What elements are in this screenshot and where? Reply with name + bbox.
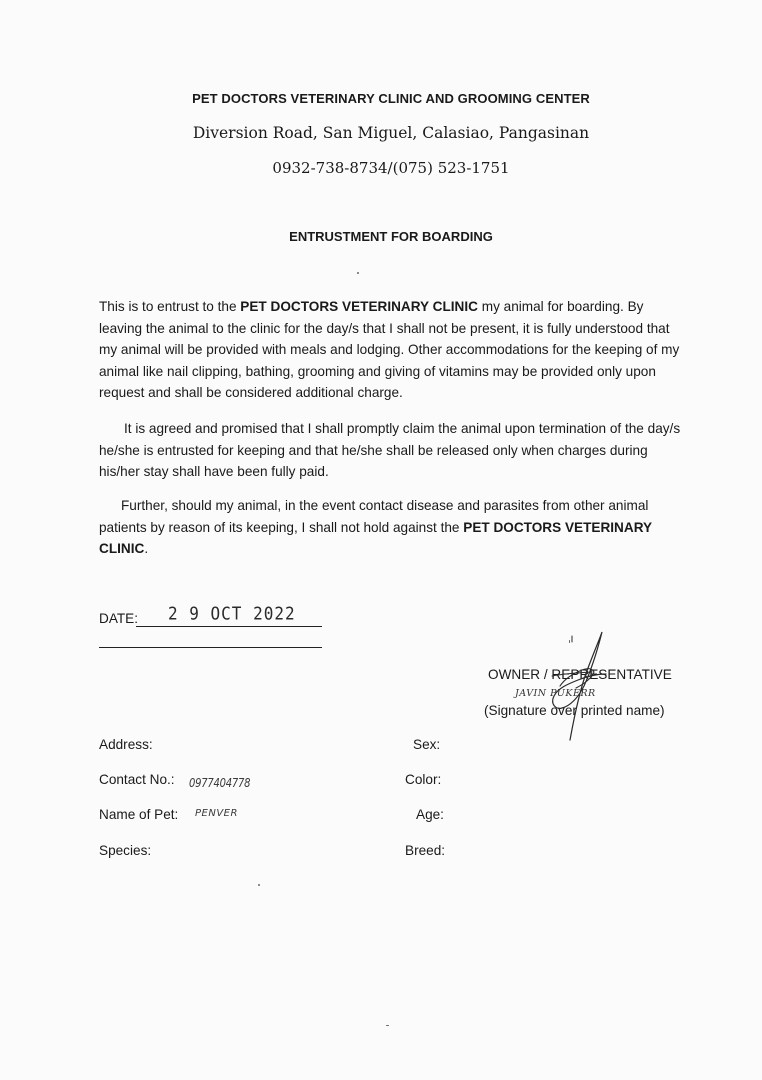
address-label: Address: — [99, 737, 153, 752]
blank-signature-line — [99, 647, 322, 648]
clinic-name: PET DOCTORS VETERINARY CLINIC AND GROOMING CENTER — [192, 91, 590, 106]
signature-caption: (Signature over printed name) — [484, 703, 665, 718]
handwritten-signature — [522, 628, 612, 743]
breed-label: Breed: — [405, 843, 446, 858]
age-label: Age: — [416, 807, 444, 822]
scan-speck — [258, 884, 260, 886]
pet-name-value: PENVER — [195, 808, 238, 819]
scan-speck — [357, 272, 359, 274]
contact-number-label: Contact No.: — [99, 772, 175, 787]
owner-representative-label: OWNER / REPRESENTATIVE — [488, 667, 672, 682]
scan-speck — [386, 1025, 389, 1026]
paragraph-liability: Further, should my animal, in the event contact disease and parasites from other animal patients by reason of its keeping, I shall not hold against the PET DOCTORS VETERINARY CLINIC. — [99, 498, 652, 556]
date-stamp: 2 9 OCT 2022 — [168, 603, 296, 624]
scan-speck — [569, 640, 570, 643]
paragraph-claim: It is agreed and promised that I shall promptly claim the animal upon termination of the day/s he/she is entrusted for keeping and that he/she shall be released only when charges during his/her stay shall have been fully paid. — [99, 421, 681, 479]
date-label: DATE: — [99, 611, 139, 626]
printed-name-handwritten: JAVIN PUKERR — [515, 688, 596, 699]
species-label: Species: — [99, 843, 152, 858]
document-title: ENTRUSTMENT FOR BOARDING — [289, 229, 493, 244]
pet-name-label: Name of Pet: — [99, 807, 179, 822]
color-label: Color: — [405, 772, 442, 787]
date-field-line — [136, 626, 322, 627]
paragraph-entrust: This is to entrust to the PET DOCTORS VETERINARY CLINIC my animal for boarding. By leaving the animal to the clinic for the day/s that I shall not be present, it is fully understood that my animal will be provided with meals and lodging. Other accommodations for the keeping of my animal like nail clipping, bathing, grooming and giving of vitamins may be provided only upon request and shall be considered additional charge. — [99, 299, 680, 400]
clinic-phone: 0932-738-8734/(075) 523-1751 — [272, 159, 510, 177]
sex-label: Sex: — [413, 737, 441, 752]
contact-number-value: 0977404778 — [189, 775, 251, 790]
clinic-address: Diversion Road, San Miguel, Calasiao, Pangasinan — [192, 124, 590, 142]
